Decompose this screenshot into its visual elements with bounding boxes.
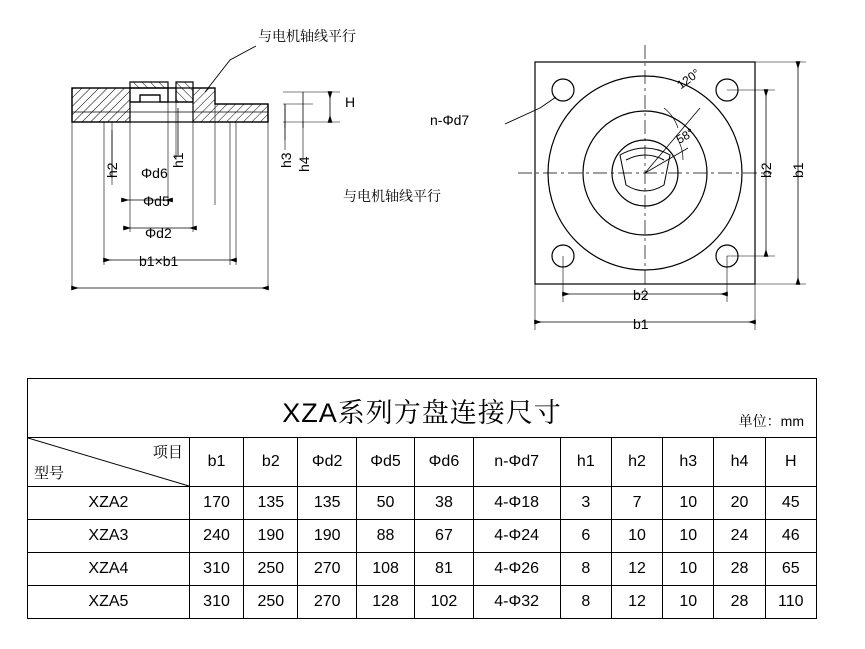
table-title-row: [28, 379, 817, 438]
table-row: [28, 487, 817, 520]
column-header-phi-d2: Φd2: [298, 438, 356, 487]
label-angle-58: 58°: [673, 125, 697, 147]
label-b2-vertical: b2: [758, 162, 774, 178]
label-h3: h3: [278, 152, 294, 168]
cell-b1: 170: [189, 487, 243, 520]
column-header-b1: b1: [189, 438, 243, 487]
unit-value: mm: [780, 413, 804, 429]
cell-phi-d2: 135: [298, 487, 356, 520]
column-header-phi-d5: Φd5: [356, 438, 414, 487]
table-corner-cell: [28, 438, 190, 487]
column-header-phi-d6: Φd6: [415, 438, 473, 487]
cell-h4: 28: [714, 586, 765, 619]
row-model: XZA4: [28, 553, 190, 586]
cell-phi-d2: 270: [298, 553, 356, 586]
column-header-H: H: [765, 438, 816, 487]
label-h1: h1: [170, 152, 186, 168]
dimensions-table: [27, 378, 817, 619]
row-model: XZA3: [28, 520, 190, 553]
annotation-parallel-to-motor-axis-top: 与电机轴线平行: [258, 28, 356, 44]
row-model: XZA2: [28, 487, 190, 520]
cell-b2: 190: [244, 520, 298, 553]
cell-h2: 12: [611, 553, 662, 586]
cell-h4: 24: [714, 520, 765, 553]
cell-phi-d6: 67: [415, 520, 473, 553]
cell-phi-d5: 128: [356, 586, 414, 619]
label-phi-d5: Φd5: [143, 193, 170, 209]
cell-phi-d6: 102: [415, 586, 473, 619]
cell-b1: 310: [189, 553, 243, 586]
cell-h4: 28: [714, 553, 765, 586]
label-h2: h2: [104, 162, 120, 178]
label-h4: h4: [296, 156, 312, 172]
right-front-view: [505, 45, 806, 330]
cell-b2: 250: [244, 586, 298, 619]
cell-phi-d6: 81: [415, 553, 473, 586]
cell-h3: 10: [663, 553, 714, 586]
label-phi-d2: Φd2: [145, 225, 172, 241]
table-row: [28, 520, 817, 553]
label-angle-120: 120°: [674, 66, 703, 92]
cell-h1: 6: [560, 520, 611, 553]
cell-h3: 10: [663, 487, 714, 520]
label-b1-horizontal: b1: [633, 316, 649, 332]
cell-phi-d5: 88: [356, 520, 414, 553]
table-row: [28, 553, 817, 586]
cell-h1: 8: [560, 586, 611, 619]
column-header-h1: h1: [560, 438, 611, 487]
column-header-h2: h2: [611, 438, 662, 487]
cell-h2: 12: [611, 586, 662, 619]
column-header-b2: b2: [244, 438, 298, 487]
corner-model-label: 型号: [34, 465, 65, 482]
row-model: XZA5: [28, 586, 190, 619]
cell-n-phi-d7: 4-Φ18: [473, 487, 560, 520]
table-title: XZA系列方盘连接尺寸: [282, 398, 562, 428]
table-row: [28, 586, 817, 619]
cell-phi-d6: 38: [415, 487, 473, 520]
cell-h1: 3: [560, 487, 611, 520]
cell-h1: 8: [560, 553, 611, 586]
cell-n-phi-d7: 4-Φ32: [473, 586, 560, 619]
cell-H: 45: [765, 487, 816, 520]
column-header-h3: h3: [663, 438, 714, 487]
cell-phi-d5: 50: [356, 487, 414, 520]
label-n-phi-d7: n-Φd7: [430, 112, 470, 128]
cell-h2: 10: [611, 520, 662, 553]
cell-b1: 310: [189, 586, 243, 619]
annotation-parallel-to-motor-axis-mid: 与电机轴线平行: [343, 188, 441, 204]
cell-phi-d5: 108: [356, 553, 414, 586]
label-b1xb1: b1×b1: [139, 253, 179, 269]
cell-h3: 10: [663, 586, 714, 619]
label-b2-horizontal: b2: [633, 287, 649, 303]
table-unit: [739, 411, 804, 431]
label-phi-d6: Φd6: [141, 165, 168, 181]
unit-label: 单位：: [738, 413, 781, 429]
label-H: H: [345, 94, 356, 110]
cell-H: 46: [765, 520, 816, 553]
cell-n-phi-d7: 4-Φ26: [473, 553, 560, 586]
label-b1-vertical: b1: [790, 162, 806, 178]
cell-phi-d2: 270: [298, 586, 356, 619]
cell-b2: 250: [244, 553, 298, 586]
cell-H: 110: [765, 586, 816, 619]
corner-item-label: 项目: [152, 444, 183, 461]
cell-phi-d2: 190: [298, 520, 356, 553]
cell-h3: 10: [663, 520, 714, 553]
table-header-row: [28, 438, 817, 487]
column-header-h4: h4: [714, 438, 765, 487]
cell-n-phi-d7: 4-Φ24: [473, 520, 560, 553]
dimensions-table-wrapper: [27, 378, 817, 619]
table-title-cell: [28, 379, 817, 438]
cell-h4: 20: [714, 487, 765, 520]
cell-h2: 7: [611, 487, 662, 520]
cell-b2: 135: [244, 487, 298, 520]
cell-b1: 240: [189, 520, 243, 553]
column-header-n-phi-d7: n-Φd7: [473, 438, 560, 487]
cell-H: 65: [765, 553, 816, 586]
